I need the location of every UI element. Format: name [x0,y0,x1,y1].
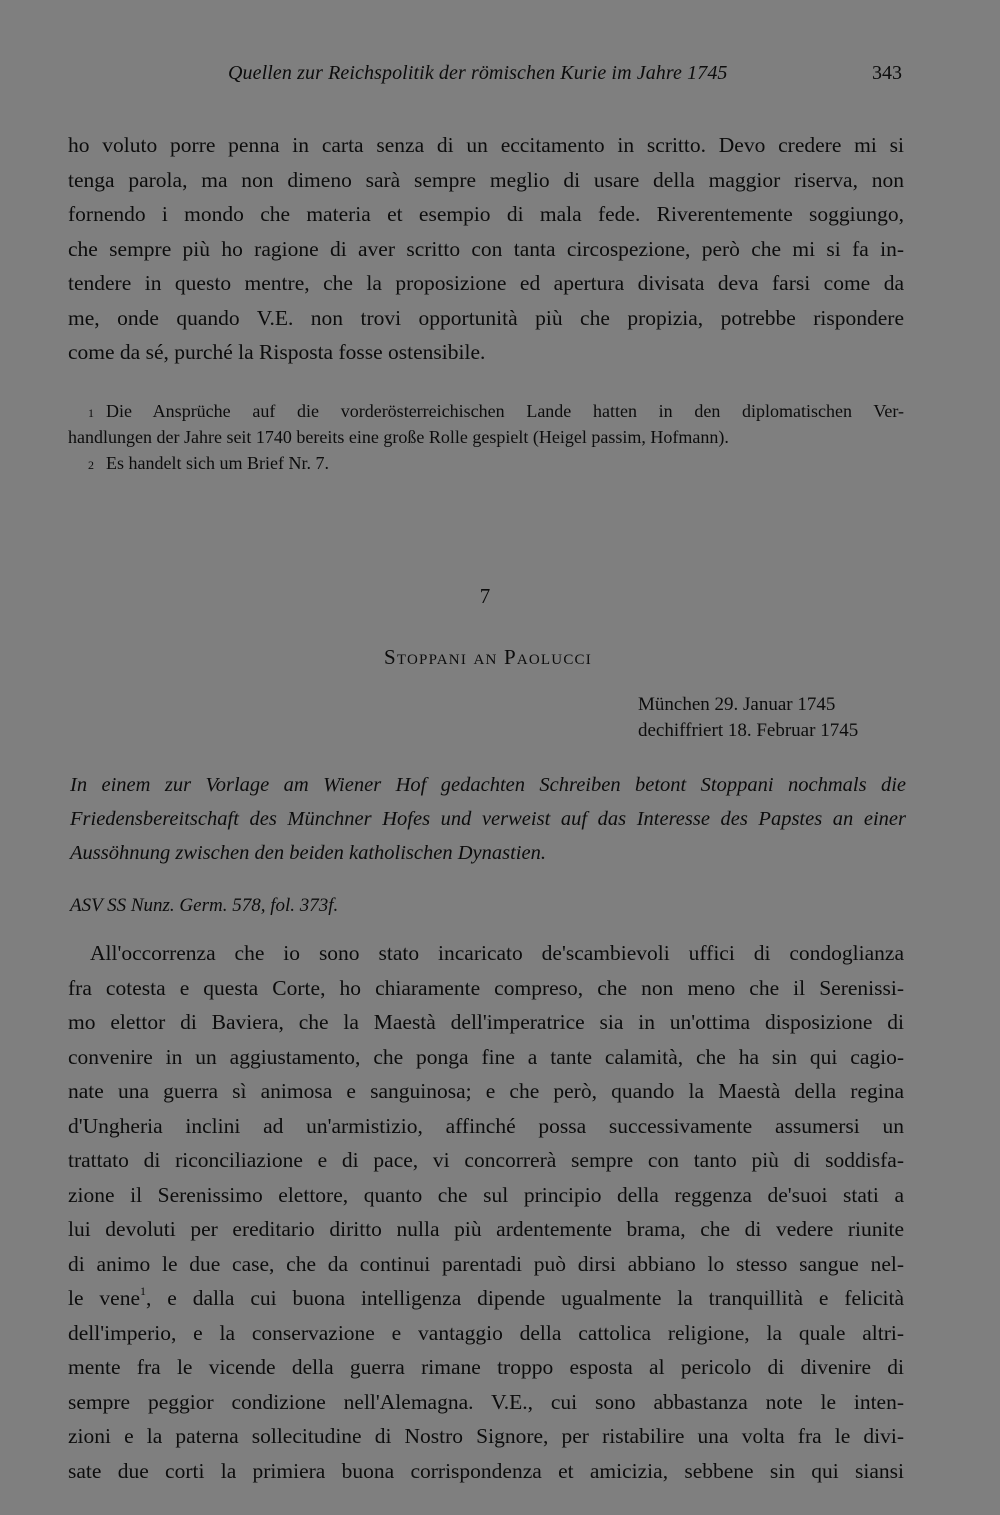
text-line: zione il Serenissimo elettore, quanto che sul principio della reggenza de'suoi stati a [68,1182,904,1207]
text-line: ho voluto porre penna in carta senza di un eccitamento in scritto. Devo credere mi si [68,133,904,157]
text-line: d'Ungheria inclini ad un'armistizio, affinché possa successivamente assumersi un [68,1113,904,1138]
footnote-marker: 2 [88,458,94,472]
footnotes [68,398,904,476]
footnote-text: Die Ansprüche auf die vorderösterreichischen Lande hatten in den diplomatischen Ver- [106,401,904,421]
text-line: sempre peggior condizione nell'Alemagna. V.E., cui sono abbastanza note le inten- [68,1389,904,1414]
footnote-1-line [68,398,904,424]
footnote-marker: 1 [88,406,94,420]
regest-line: Aussöhnung zwischen den beiden katholischen Dynastien. [70,842,546,864]
text-line: me, onde quando V.E. non trovi opportunità più che propizia, potrebbe rispondere [68,305,904,330]
page-number: 343 [872,62,902,84]
text-line: fra cotesta e questa Corte, ho chiaramente compreso, che non meno che il Serenissi- [68,975,904,1000]
footnote-1-line: handlungen der Jahre seit 1740 bereits eine große Rolle gespielt (Heigel passim, Hofmann). [68,427,729,447]
place-date [638,692,858,744]
running-title: Quellen zur Reichspolitik der römischen Kurie im Jahre 1745 [228,62,728,84]
document-number: 7 [479,584,491,608]
text-line: di animo le due case, che da continui parentadi può dirsi abbiano lo stesso sangue nel- [68,1251,904,1276]
archival-source: ASV SS Nunz. Germ. 578, fol. 373f. [70,895,339,916]
letter-body [68,936,904,1488]
text-line: che sempre più ho ragione di aver scritto con tanta circospezione, però che mi si fa in- [68,236,904,261]
text-fragment: le vene [68,1286,140,1310]
place-date-line: dechiffriert 18. Februar 1745 [638,720,859,741]
page-header [0,62,1000,86]
text-line: sate due corti la primiera buona corrispondenza et amicizia, sebbene sin qui siansi [68,1458,904,1483]
footnote-2-line [68,450,904,476]
footnote-reference: 1 [140,1283,146,1298]
text-line [68,1281,904,1316]
text-line: come da sé, purché la Risposta fosse ostensibile. [68,340,486,364]
continuation-paragraph [68,128,904,370]
place-date-line: München 29. Januar 1745 [638,694,836,715]
text-line: mente fra le vicende della guerra rimane troppo esposta al pericolo di divenire di [68,1355,904,1379]
text-line: tendere in questo mentre, che la proposizione ed apertura divisata deva farsi come da [68,271,904,295]
text-line: trattato di riconciliazione e di pace, vi concorrerà sempre con tanto più di soddisfa- [68,1148,904,1172]
regest-line: In einem zur Vorlage am Wiener Hof gedachten Schreiben betont Stoppani nochmals die [70,774,906,796]
regest-summary [70,768,906,870]
text-line: dell'imperio, e la conservazione e vantaggio della cattolica religione, la quale altri- [68,1320,904,1345]
text-fragment: , e dalla cui buona intelligenza dipende ugualmente la tranquillità e felicità [146,1286,904,1310]
text-line: All'occorrenza che io sono stato incaricato de'scambievoli uffici di condoglianza [90,941,904,965]
text-line: tenga parola, ma non dimeno sarà sempre meglio di usare della maggior riserva, non [68,167,904,192]
text-line: fornendo i mondo che materia et esempio di mala fede. Riverentemente soggiungo, [68,202,904,226]
text-line: lui devoluti per ereditario diritto nulla più ardentemente brama, che di vedere riunite [68,1217,904,1241]
text-line: zioni e la paterna sollecitudine di Nostro Signore, per ristabilire una volta fra le divi- [68,1424,904,1448]
footnote-text: Es handelt sich um Brief Nr. 7. [106,453,329,473]
document-title: Stoppani an Paolucci [384,645,592,669]
text-line: mo elettor di Baviera, che la Maestà dell'imperatrice sia in un'ottima disposizione di [68,1010,904,1034]
regest-line: Friedensbereitschaft des Münchner Hofes und verweist auf das Interesse des Papstes an einer [70,808,906,830]
text-line: convenire in un aggiustamento, che ponga fine a tante calamità, che ha sin qui cagio- [68,1044,904,1069]
text-line: nate una guerra sì animosa e sanguinosa; e che però, quando la Maestà della regina [68,1079,904,1103]
